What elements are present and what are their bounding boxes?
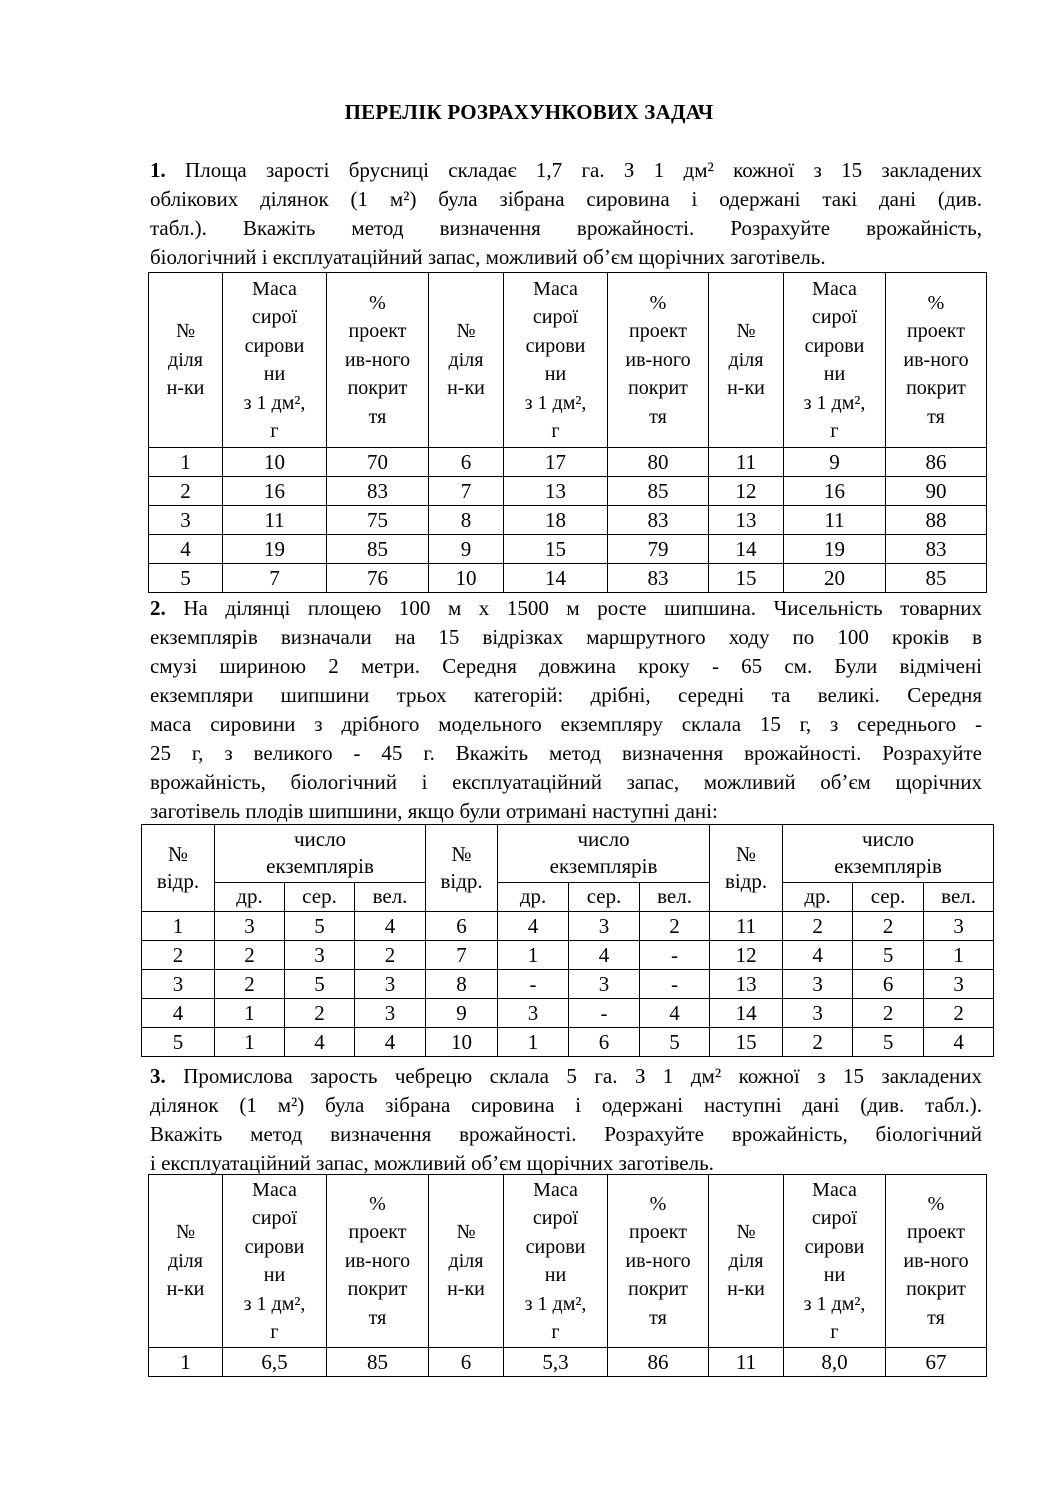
header-projective-cover: % проект ив-ного покрит тя (327, 273, 429, 448)
task-3-line: і експлуатаційний запас, можливий об’єм щорічних заготівель. (150, 1151, 714, 1175)
table-row (142, 912, 994, 941)
task-2-line: смузі шириною 2 метри. Середня довжина кроку - 65 см. Були відмічені (150, 654, 982, 678)
table-cell: 6 (853, 970, 924, 999)
table-cell: 11 (223, 506, 327, 535)
table-row (149, 477, 987, 506)
table-cell: 19 (784, 535, 886, 564)
table-cell: 3 (924, 970, 994, 999)
page-title: ПЕРЕЛІК РОЗРАХУНКОВИХ ЗАДАЧ (344, 100, 714, 124)
table-cell: 20 (784, 564, 886, 593)
header-projective-cover: % проект ив-ного покрит тя (327, 1175, 429, 1348)
table-cell: 14 (504, 564, 608, 593)
table-cell: 75 (327, 506, 429, 535)
table-row (149, 448, 987, 477)
task-3-line: 3. Промислова зарость чебрецю склала 5 га. З 1 дм² кожної з 15 закладених (150, 1064, 982, 1088)
table-cell: 4 (569, 941, 640, 970)
table-cell: 5 (142, 1028, 215, 1057)
table-cell: 10 (429, 564, 504, 593)
table-cell: 19 (223, 535, 327, 564)
table-cell: 2 (924, 999, 994, 1028)
table-cell: 3 (142, 970, 215, 999)
table-cell: 9 (429, 535, 504, 564)
table-cell: 88 (886, 506, 987, 535)
table-cell: 2 (783, 1028, 853, 1057)
table-cell: 3 (783, 970, 853, 999)
header-medium: сер. (569, 882, 640, 911)
table-cell: 15 (710, 1028, 783, 1057)
table-cell: 16 (784, 477, 886, 506)
table-cell: 5 (640, 1028, 710, 1057)
table-cell: 6 (426, 912, 498, 941)
table-cell: - (640, 970, 710, 999)
table-cell: 4 (149, 535, 223, 564)
table-cell: 1 (149, 1348, 223, 1377)
table-cell: 4 (783, 941, 853, 970)
header-small: др. (498, 882, 569, 911)
table-cell: 16 (223, 477, 327, 506)
table-cell: 76 (327, 564, 429, 593)
header-segment-number: № відр. (142, 825, 215, 912)
table-cell: 2 (215, 970, 285, 999)
header-projective-cover: % проект ив-ного покрит тя (608, 273, 709, 448)
task-2-number: 2. (150, 596, 166, 620)
table-cell: 83 (327, 477, 429, 506)
task-3-number: 3. (150, 1064, 166, 1088)
table-cell: 2 (853, 912, 924, 941)
table-3-header (149, 1175, 987, 1348)
table-cell: 3 (569, 912, 640, 941)
header-large: вел. (355, 882, 426, 911)
table-cell: 4 (640, 999, 710, 1028)
task-3-line: Вкажіть метод визначення врожайності. Розрахуйте врожайність, біологічний (150, 1122, 982, 1146)
table-cell: 7 (223, 564, 327, 593)
table-cell: 3 (215, 912, 285, 941)
table-row (149, 535, 987, 564)
table-cell: 4 (285, 1028, 355, 1057)
table-cell: 3 (149, 506, 223, 535)
header-segment-number: № відр. (426, 825, 498, 912)
table-cell: 1 (149, 448, 223, 477)
table-cell: 6 (429, 1348, 504, 1377)
table-cell: 9 (426, 999, 498, 1028)
table-cell: 80 (608, 448, 709, 477)
header-medium: сер. (285, 882, 355, 911)
table-cell: 83 (608, 506, 709, 535)
table-cell: 17 (504, 448, 608, 477)
table-cell: 11 (709, 448, 784, 477)
table-3-raw-mass (148, 1174, 987, 1377)
table-cell: 79 (608, 535, 709, 564)
table-cell: 85 (327, 535, 429, 564)
table-cell: 83 (886, 535, 987, 564)
table-cell: 86 (886, 448, 987, 477)
table-cell: 2 (142, 941, 215, 970)
header-raw-mass: Маса сирої сирови ни з 1 дм², г (784, 1175, 886, 1348)
table-row (149, 1348, 987, 1377)
header-raw-mass: Маса сирої сирови ни з 1 дм², г (504, 1175, 608, 1348)
table-cell: 6 (429, 448, 504, 477)
table-cell: 13 (709, 506, 784, 535)
table-cell: - (498, 970, 569, 999)
table-cell: 3 (498, 999, 569, 1028)
table-cell: 2 (355, 941, 426, 970)
task-1-text (150, 156, 982, 272)
table-cell: 86 (608, 1348, 709, 1377)
table-cell: 15 (709, 564, 784, 593)
task-1-line: табл.). Вкажіть метод визначення врожайності. Розрахуйте врожайність, (150, 216, 982, 240)
table-cell: 5 (285, 970, 355, 999)
table-cell: 10 (223, 448, 327, 477)
table-cell: 7 (429, 477, 504, 506)
table-row (142, 999, 994, 1028)
task-1-number: 1. (150, 158, 166, 182)
task-2-line: врожайність, біологічний і експлуатаційний запас, можливий об’єм щорічних (150, 770, 982, 794)
table-cell: 3 (355, 970, 426, 999)
table-cell: 1 (215, 999, 285, 1028)
table-cell: 15 (504, 535, 608, 564)
table-cell: 8 (429, 506, 504, 535)
table-cell: 2 (853, 999, 924, 1028)
table-cell: - (569, 999, 640, 1028)
header-specimen-count: число екземплярів (783, 825, 994, 883)
header-plot-number: № діля н-ки (149, 273, 223, 448)
table-cell: 2 (149, 477, 223, 506)
table-cell: 11 (784, 506, 886, 535)
header-large: вел. (924, 882, 994, 911)
table-cell: 8,0 (784, 1348, 886, 1377)
table-cell: 11 (709, 1348, 784, 1377)
table-cell: 67 (886, 1348, 987, 1377)
table-cell: 4 (142, 999, 215, 1028)
table-cell: 85 (608, 477, 709, 506)
table-cell: 85 (327, 1348, 429, 1377)
header-raw-mass: Маса сирої сирови ни з 1 дм², г (784, 273, 886, 448)
table-cell: 14 (709, 535, 784, 564)
table-cell: 6,5 (223, 1348, 327, 1377)
table-cell: 2 (783, 912, 853, 941)
table-row (142, 1028, 994, 1057)
table-cell: 5 (853, 1028, 924, 1057)
header-small: др. (783, 882, 853, 911)
header-plot-number: № діля н-ки (429, 1175, 504, 1348)
header-raw-mass: Маса сирої сирови ни з 1 дм², г (504, 273, 608, 448)
header-raw-mass: Маса сирої сирови ни з 1 дм², г (223, 273, 327, 448)
table-cell: 83 (608, 564, 709, 593)
table-cell: - (640, 941, 710, 970)
table-cell: 6 (569, 1028, 640, 1057)
table-2-header (142, 825, 994, 883)
table-cell: 4 (355, 912, 426, 941)
table-cell: 11 (710, 912, 783, 941)
task-3-line: ділянок (1 м²) була зібрана сировина і одержані наступні дані (див. табл.). (150, 1093, 982, 1117)
table-cell: 5 (853, 941, 924, 970)
table-cell: 4 (498, 912, 569, 941)
task-1-line: біологічний і експлуатаційний запас, можливий об’єм щорічних заготівель. (150, 245, 826, 269)
table-cell: 4 (924, 1028, 994, 1057)
task-2-line: 25 г, з великого - 45 г. Вкажіть метод визначення врожайності. Розрахуйте (150, 741, 982, 765)
table-cell: 8 (426, 970, 498, 999)
table-cell: 2 (285, 999, 355, 1028)
table-cell: 1 (498, 941, 569, 970)
table-cell: 4 (355, 1028, 426, 1057)
table-2-specimen-count (141, 824, 994, 1057)
table-cell: 90 (886, 477, 987, 506)
table-cell: 18 (504, 506, 608, 535)
header-projective-cover: % проект ив-ного покрит тя (886, 1175, 987, 1348)
table-cell: 3 (355, 999, 426, 1028)
table-1-raw-mass (148, 272, 987, 593)
table-row (149, 506, 987, 535)
table-cell: 13 (504, 477, 608, 506)
table-cell: 70 (327, 448, 429, 477)
task-2-line: екземпляри шипшини трьох категорій: дрібні, середні та великі. Середня (150, 683, 982, 707)
task-3-text (150, 1062, 982, 1178)
header-medium: сер. (853, 882, 924, 911)
header-specimen-count: число екземплярів (215, 825, 426, 883)
header-plot-number: № діля н-ки (429, 273, 504, 448)
table-cell: 3 (285, 941, 355, 970)
table-cell: 2 (215, 941, 285, 970)
table-row (149, 564, 987, 593)
table-cell: 12 (710, 941, 783, 970)
header-segment-number: № відр. (710, 825, 783, 912)
table-cell: 14 (710, 999, 783, 1028)
table-cell: 1 (498, 1028, 569, 1057)
table-cell: 12 (709, 477, 784, 506)
task-2-line: 2. На ділянці площею 100 м х 1500 м росте шипшина. Чисельність товарних (150, 596, 983, 620)
table-cell: 3 (569, 970, 640, 999)
table-1-header (149, 273, 987, 448)
header-small: др. (215, 882, 285, 911)
table-cell: 85 (886, 564, 987, 593)
task-2-line: маса сировини з дрібного модельного екземпляру склала 15 г, з середнього - (150, 712, 982, 736)
task-2-text (150, 594, 982, 826)
table-cell: 9 (784, 448, 886, 477)
table-cell: 3 (783, 999, 853, 1028)
table-2-subheader (142, 882, 994, 911)
header-plot-number: № діля н-ки (709, 1175, 784, 1348)
table-cell: 1 (142, 912, 215, 941)
header-specimen-count: число екземплярів (498, 825, 710, 883)
table-cell: 5,3 (504, 1348, 608, 1377)
task-1-line: облікових ділянок (1 м²) була зібрана сировина і одержані такі дані (див. (150, 187, 982, 211)
task-2-line: заготівель плодів шипшини, якщо були отримані наступні дані: (150, 799, 718, 823)
table-cell: 1 (924, 941, 994, 970)
table-cell: 1 (215, 1028, 285, 1057)
table-cell: 5 (285, 912, 355, 941)
table-row (142, 941, 994, 970)
table-cell: 3 (924, 912, 994, 941)
table-cell: 2 (640, 912, 710, 941)
table-row (142, 970, 994, 999)
task-2-line: екземплярів визначали на 15 відрізках маршрутного ходу по 100 кроків в (150, 625, 982, 649)
table-cell: 7 (426, 941, 498, 970)
header-raw-mass: Маса сирої сирови ни з 1 дм², г (223, 1175, 327, 1348)
header-plot-number: № діля н-ки (149, 1175, 223, 1348)
header-large: вел. (640, 882, 710, 911)
table-cell: 10 (426, 1028, 498, 1057)
task-1-line: 1. Площа зарості брусниці складає 1,7 га. З 1 дм² кожної з 15 закладених (150, 158, 983, 182)
header-projective-cover: % проект ив-ного покрит тя (608, 1175, 709, 1348)
table-cell: 5 (149, 564, 223, 593)
table-cell: 13 (710, 970, 783, 999)
header-plot-number: № діля н-ки (709, 273, 784, 448)
header-projective-cover: % проект ив-ного покрит тя (886, 273, 987, 448)
